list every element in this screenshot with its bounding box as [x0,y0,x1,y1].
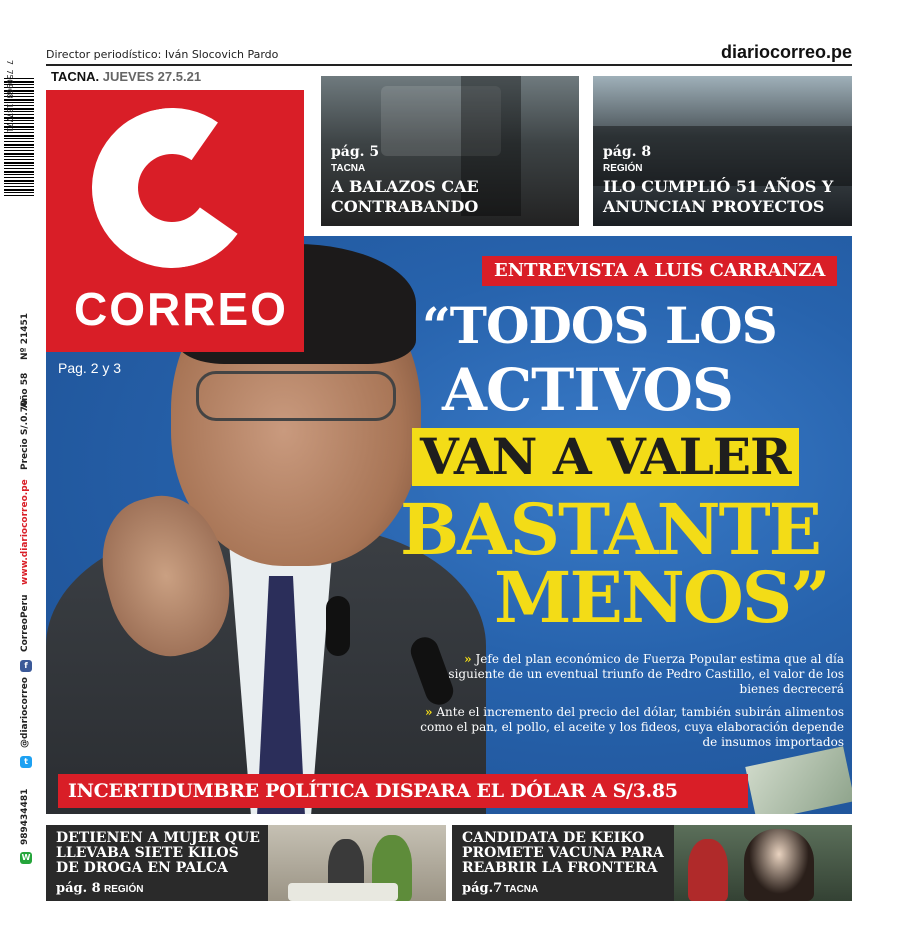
bottom-story-2-headline [462,831,682,876]
headline-line-5: MENOS” [494,556,829,639]
sidebar-info [20,312,34,870]
whatsapp-number: 989434481 [20,788,30,845]
photo-packages [288,883,398,901]
bottom-story-1-line-2: LLEVABA SIETE KILOS [56,845,239,861]
headline-line-1: “TODOS LOS [422,296,777,355]
top-story-1-section: TACNA [331,163,366,174]
top-story-2[interactable] [593,76,852,226]
edition-date: JUEVES 27.5.21 [102,69,202,84]
top-story-1[interactable] [321,76,579,226]
photo-candidate [744,829,814,901]
top-story-1-page: pág. 5 [331,144,380,160]
photo-person [688,839,728,901]
site-url[interactable]: diariocorreo.pe [720,42,852,62]
bottom-story-1-photo [268,825,446,901]
twitter-icon: t [20,756,32,768]
microphone-icon [326,596,350,656]
bullet-2 [406,705,844,750]
bottom-story-1-line-3: DE DROGA EN PALCA [56,860,228,876]
whatsapp-icon: W [21,853,31,862]
logo-wordmark: CORREO [74,283,288,335]
correo-logo [46,90,304,352]
top-story-1-headline [331,177,479,217]
top-story-2-headline [603,177,833,217]
bottom-story-2-line-2: PROMETE VACUNA PARA [462,845,664,861]
bullet-1 [406,652,844,697]
dateline [51,69,201,84]
photo-glasses [196,371,396,421]
top-story-1-headline-line-1: A BALAZOS CAE [331,177,479,196]
bottom-story-1-section: REGIÓN [104,884,144,895]
masthead-topline [46,44,852,66]
headline-line-3: VAN A VALER [412,428,799,486]
main-kicker: ENTREVISTA A LUIS CARRANZA [482,256,837,286]
bullet-mark-icon: » [464,652,472,666]
bullet-1-text: Jefe del plan económico de Fuerza Popular estima que al día siguiente de un eventual triunfo de Pedro Castillo, el valor de los bienes decrecerá [448,652,844,696]
bottom-story-1[interactable] [46,825,446,901]
facebook-handle: CorreoPeru [20,594,30,652]
twitter-handle: @diariocorreo [20,677,30,748]
top-story-2-page: pág. 8 [603,144,652,160]
facebook-icon: f [20,660,32,672]
logo-c-icon [79,95,264,280]
headline-line-2: ACTIVOS [442,356,733,424]
web-address: www.diariocorreo.pe [20,479,30,585]
dollar-banner[interactable]: INCERTIDUMBRE POLÍTICA DISPARA EL DÓLAR A S/3.85 [58,774,748,808]
main-bullets [406,652,844,758]
bottom-story-2[interactable] [452,825,852,901]
edition-city: TACNA. [51,69,100,84]
bottom-story-2-line-3: REABRIR LA FRONTERA [462,860,658,876]
issue-number: Nº 21451 [20,312,30,360]
top-story-2-section: REGIÓN [603,163,643,174]
director-credit: Director periodístico: Iván Slocovich Pardo [46,48,279,61]
top-story-2-headline-line-1: ILO CUMPLIÓ 51 AÑOS Y [603,177,834,196]
barcode-number: 7 750968 137771 [5,60,14,133]
bullet-mark-icon: » [425,705,433,719]
bottom-story-2-page: pág.7 [462,881,503,896]
bullet-2-text: Ante el incremento del precio del dólar, también subirán alimentos como el pan, el pollo, el aceite y los fideos, cuya elaboración depende de insumos importados [420,705,844,749]
bottom-story-1-page: pág. 8 [56,881,101,896]
year: Año 58 [20,372,30,408]
bottom-story-2-photo [674,825,852,901]
headline-line-4: BASTANTE [400,488,821,571]
bottom-story-2-section: TACNA [504,884,539,895]
bottom-story-1-headline [56,831,276,876]
bottom-story-1-line-1: DETIENEN A MUJER QUE [56,830,260,846]
top-story-1-headline-line-2: CONTRABANDO [331,197,479,216]
bottom-story-2-line-1: CANDIDATA DE KEIKO [462,830,645,846]
top-story-2-headline-line-2: ANUNCIAN PROYECTOS [603,197,825,216]
main-page-ref: Pag. 2 y 3 [58,360,122,376]
price: Precio S/.0.70 [20,399,30,470]
